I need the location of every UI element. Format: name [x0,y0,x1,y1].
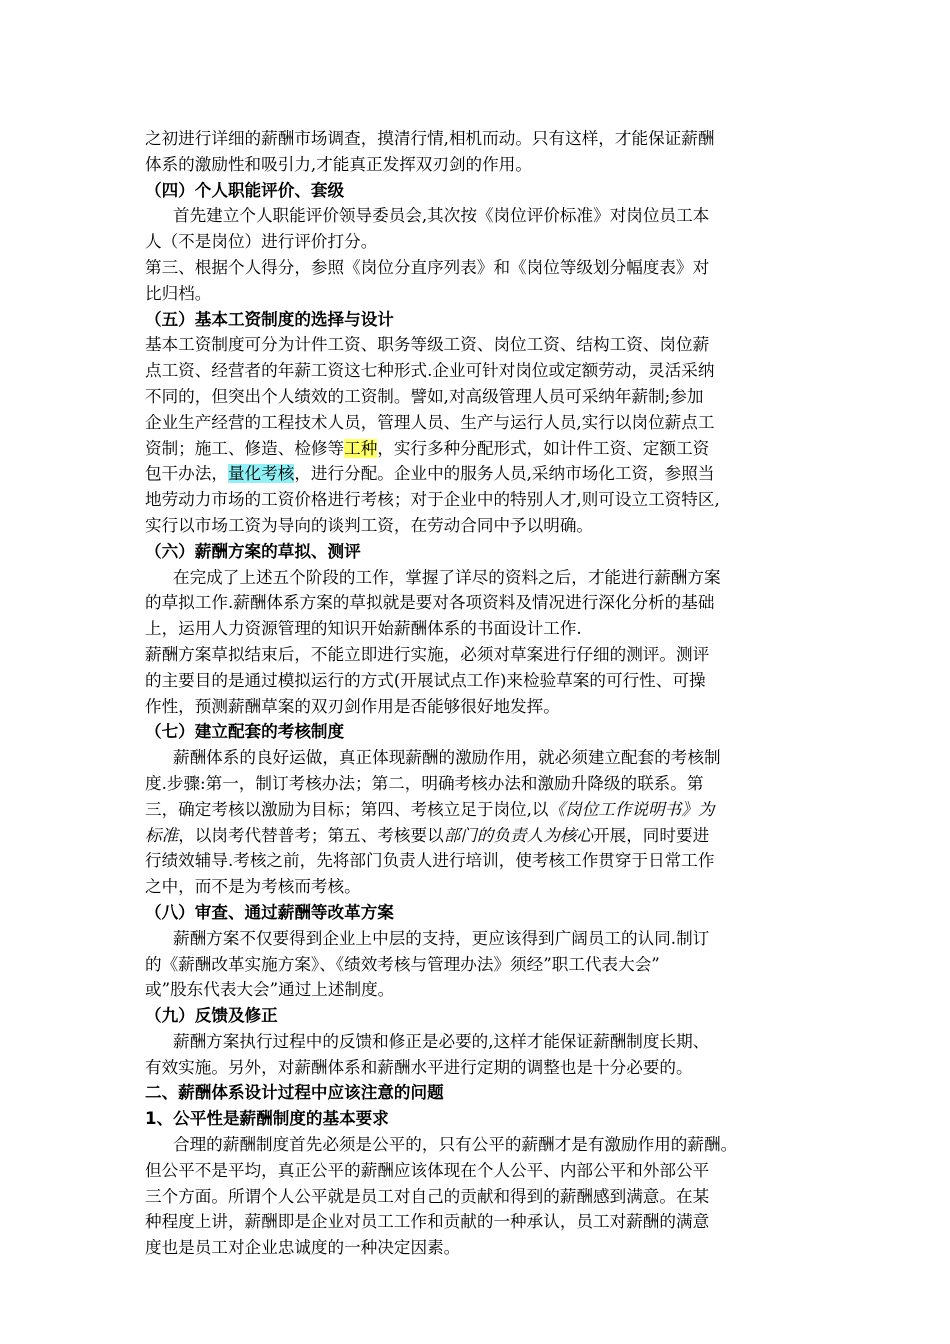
text-line: 首先建立个人职能评价领导委员会,其次按《岗位评价标准》对岗位员工本 [173,206,710,226]
text-line: 行绩效辅导.考核之前，先将部门负责人进行培训，使考核工作贯穿于日常工作 [145,851,715,871]
text-line: 体系的激励性和吸引力,才能真正发挥双刃剑的作用。 [145,154,532,174]
text-line: 标准，以岗考代替普考；第五、考核要以部门的负责人为核心开展，同时要进 [145,825,710,845]
text-segment: 资制；施工、修造、检修等 [145,438,345,458]
highlighted-text: 工种 [344,438,378,458]
text-line: 度.步骤:第一，制订考核办法；第二，明确考核办法和激励升降级的联系。第 [145,773,704,793]
text-line: 但公平不是平均，真正公平的薪酬应该体现在个人公平、内部公平和外部公平 [145,1160,710,1180]
text-line: 基本工资制度可分为计件工资、职务等级工资、岗位工资、结构工资、岗位薪 [145,335,710,355]
text-line: 人（不是岗位）进行评价打分。 [145,232,378,252]
section-heading: （九）反馈及修正 [145,1006,278,1026]
text-line: 薪酬方案不仅要得到企业上中层的支持，更应该得到广阔员工的认同.制订 [173,928,710,948]
text-line: 的主要目的是通过模拟运行的方式(开展试点工作)来检验草案的可行性、可操 [145,670,706,690]
text-line [145,436,815,462]
text-line: 比归档。 [145,283,212,303]
text-line: 的《薪酬改革实施方案》、《绩效考核与管理办法》须经”职工代表大会” [145,954,660,974]
text-line: 之初进行详细的薪酬市场调查，摸清行情,相机而动。只有这样，才能保证薪酬 [145,129,715,148]
section-heading: （六）薪酬方案的草拟、测评 [145,541,361,561]
section-heading: （四）个人职能评价、套级 [145,180,345,200]
text-line: 实行以市场工资为导向的谈判工资，在劳动合同中予以明确。 [145,515,594,535]
text-line: 作性，预测薪酬草案的双刃剑作用是否能够很好地发挥。 [145,696,560,716]
section-heading: （七）建立配套的考核制度 [145,722,345,742]
text-line: 三，确定考核以激励为目标；第四、考核立足于岗位,以《岗位工作说明书》为 [145,799,715,819]
text-line: 之中，而不是为考核而考核。 [145,877,361,897]
text-line: 企业生产经营的工程技术人员，管理人员、生产与运行人员,实行以岗位薪点工 [145,412,715,432]
text-line: 薪酬方案草拟结束后，不能立即进行实施，必须对草案进行仔细的测评。测评 [145,644,710,664]
text-segment: 包干办法， [145,464,228,484]
highlighted-text: 量化考核 [227,464,295,484]
text-segment: ，实行多种分配形式，如计件工资、定额工资 [377,438,710,458]
document-body [145,126,815,1261]
section-heading: （五）基本工资制度的选择与设计 [145,309,394,329]
text-line: 不同的，但突出个人绩效的工资制。譬如,对高级管理人员可采纳年薪制;参加 [145,386,704,406]
text-line: 种程度上讲，薪酬即是企业对员工工作和贡献的一种承认，员工对薪酬的满意 [145,1212,710,1232]
text-line: 第三、根据个人得分，参照《岗位分直序列表》和《岗位等级划分幅度表》对 [145,257,710,277]
text-line: 上，运用人力资源管理的知识开始薪酬体系的书面设计工作. [145,619,582,639]
section-heading: 1、公平性是薪酬制度的基本要求 [145,1109,389,1129]
text-line: 三个方面。所谓个人公平就是员工对自己的贡献和得到的薪酬感到满意。在某 [145,1186,710,1206]
text-line: 地劳动力市场的工资价格进行考核；对于企业中的特别人才,则可设立工资特区, [145,490,720,510]
text-line [145,461,815,487]
section-heading: 二、薪酬体系设计过程中应该注意的问题 [145,1083,444,1103]
text-line: 合理的薪酬制度首先必须是公平的，只有公平的薪酬才是有激励作用的薪酬。 [173,1135,738,1155]
text-segment: ，进行分配。企业中的服务人员,采纳市场化工资，参照当 [294,464,715,484]
text-line: 有效实施。另外，对薪酬体系和薪酬水平进行定期的调整也是十分必要的。 [145,1057,693,1077]
text-line: 在完成了上述五个阶段的工作，掌握了详尽的资料之后，才能进行薪酬方案 [173,567,721,587]
text-line: 点工资、经营者的年薪工资这七种形式.企业可针对岗位或定额劳动，灵活采纳 [145,361,715,381]
text-line: 或”股东代表大会”通过上述制度。 [145,980,395,1000]
text-line: 的草拟工作.薪酬体系方案的草拟就是要对各项资料及情况进行深化分析的基础 [145,593,715,613]
text-line: 薪酬方案执行过程中的反馈和修正是必要的,这样才能保证薪酬制度长期、 [173,1031,710,1051]
text-line: 度也是员工对企业忠诚度的一种决定因素。 [145,1238,461,1258]
section-heading: （八）审查、通过薪酬等改革方案 [145,902,394,922]
text-line: 薪酬体系的良好运做，真正体现薪酬的激励作用，就必须建立配套的考核制 [173,748,721,768]
